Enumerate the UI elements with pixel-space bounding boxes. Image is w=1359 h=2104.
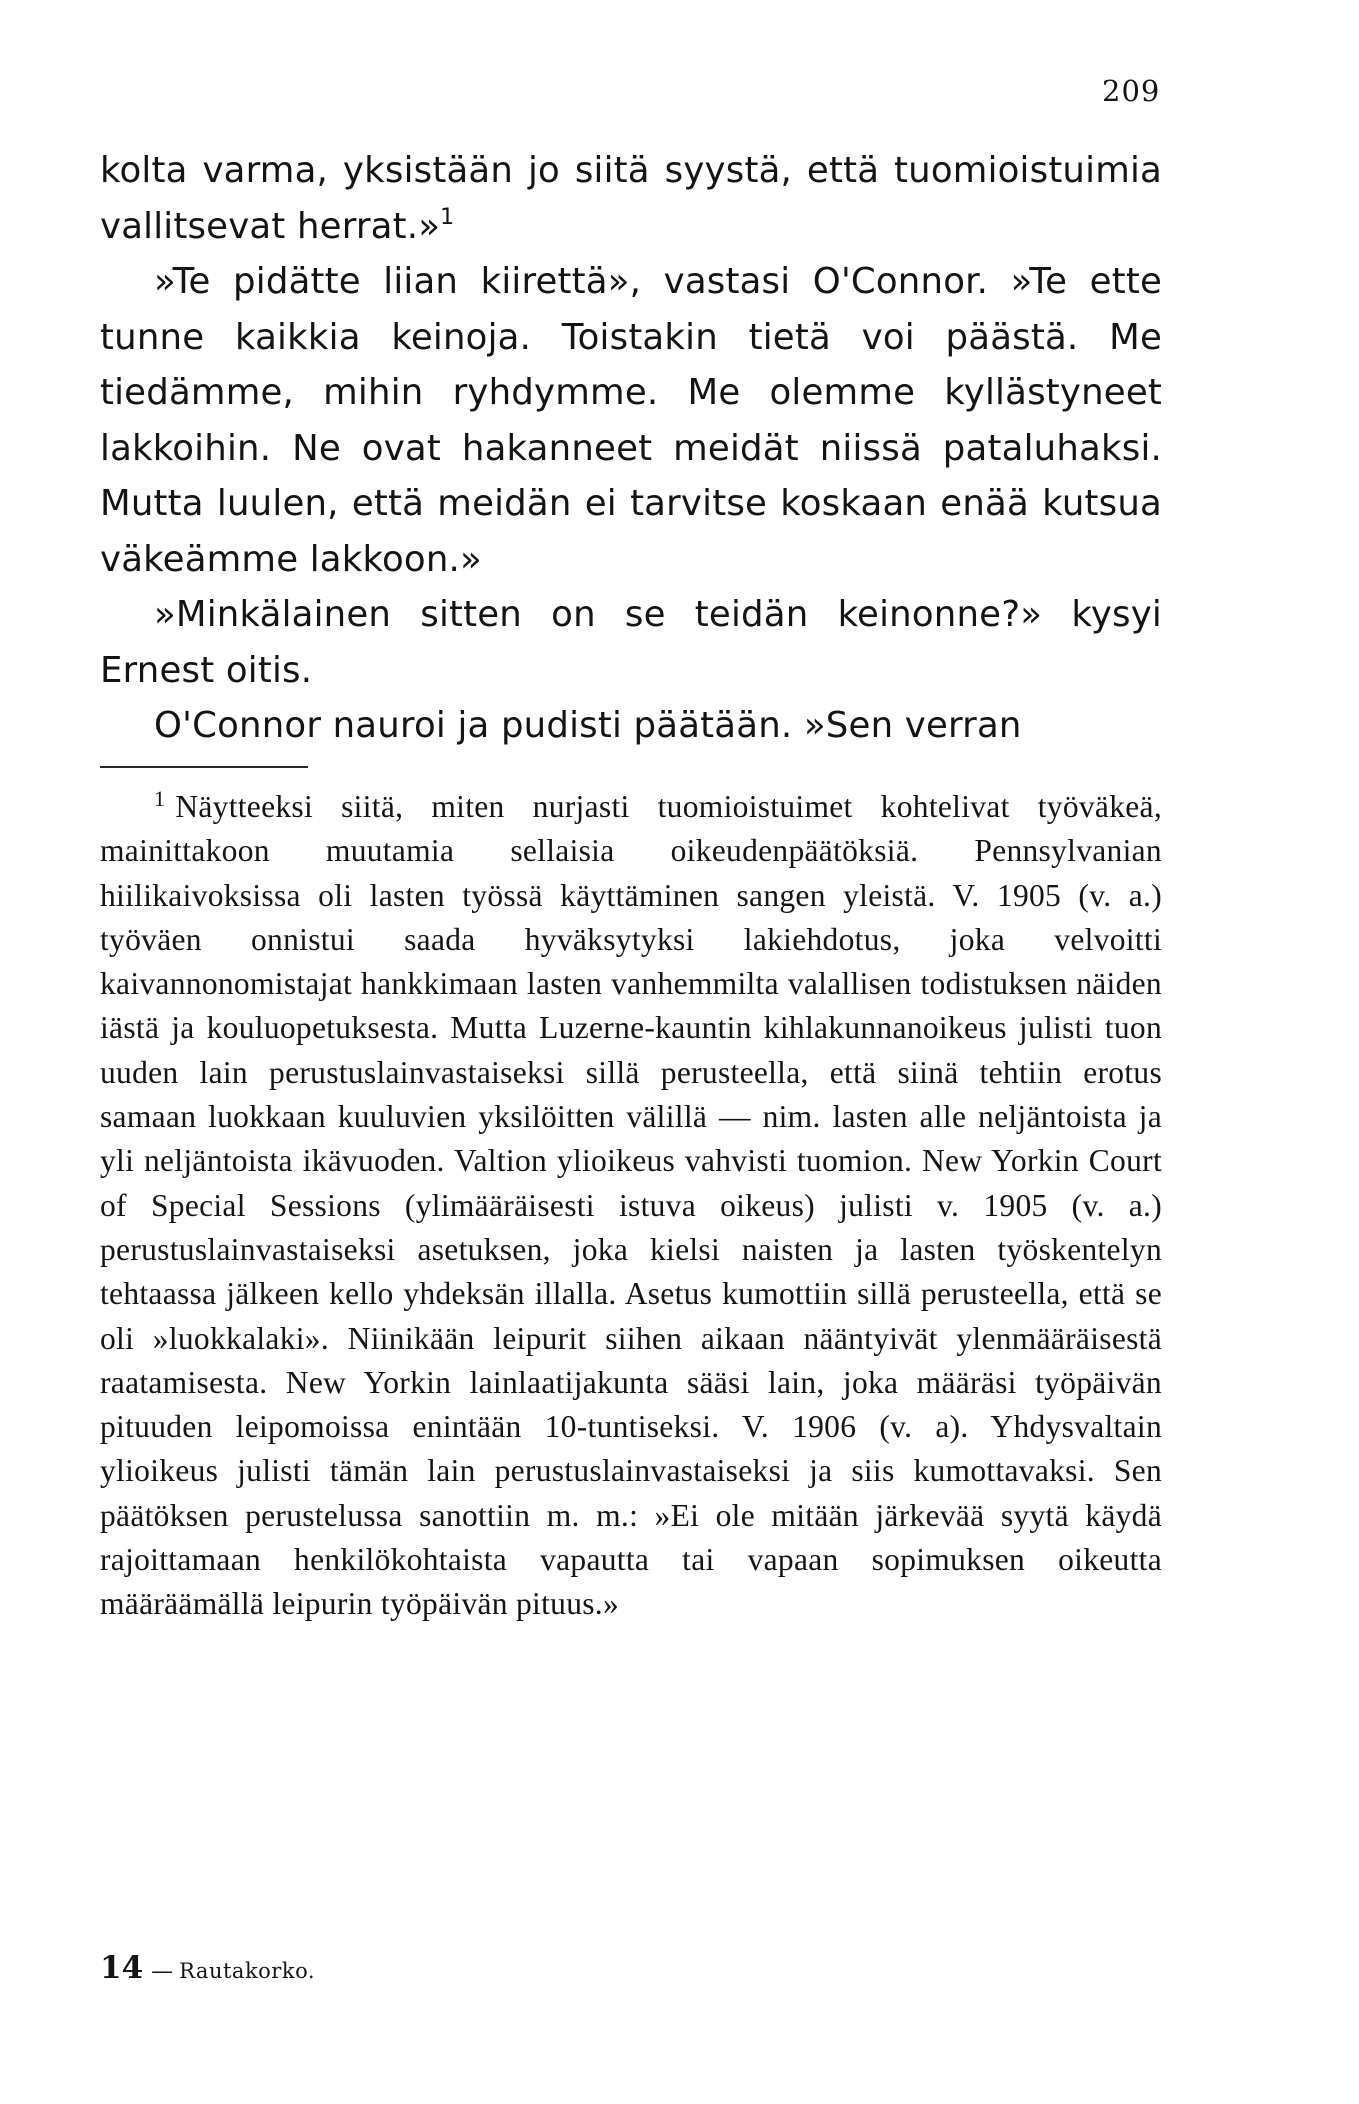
page-number: 209 [1102, 74, 1161, 108]
signature-dash: — [151, 1959, 174, 1984]
signature-number: 14 [100, 1950, 144, 1986]
paragraph-2: »Te pidätte liian kiirettä», vastasi O'Connor. »Te ette tunne kaikkia keinoja. Toistakin tietä voi päästä. Me tiedämme, mihin ryhdymme. Me olemme kyllästyneet lakkoihin. Ne ovat hakanneet meidät niissä pataluhaksi. Mutta luulen, että meidän ei tarvitse koskaan enää kutsua väkeämme lakkoon.» [100, 261, 1162, 580]
footnote-divider [100, 766, 308, 768]
footnote-text: Näytteeksi siitä, miten nurjasti tuomioistuimet kohtelivat työväkeä, mainittakoon muutamia sellaisia oikeudenpäätöksiä. Pennsylvanian hiilikaivoksissa oli lasten työssä käyttäminen sangen yleistä. V. 1905 (v. a.) työväen onnistui saada hyväksytyksi lakiehdotus, joka velvoitti kaivannonomistajat hankkimaan lasten vanhemmilta valallisen todistuksen näiden iästä ja kouluopetuksesta. Mutta Luzerne-kauntin kihlakunnanoikeus julisti tuon uuden lain perustuslainvastaiseksi sillä perusteella, että siinä tehtiin erotus samaan luokkaan kuuluvien yksilöitten välillä — nim. lasten alle neljäntoista ja yli neljäntoista ikävuoden. Valtion ylioikeus vahvisti tuomion. New Yorkin Court of Special Sessions (ylimääräisesti istuva oikeus) julisti v. 1905 (v. a.) perustuslainvastaiseksi asetuksen, joka kielsi naisten ja lasten työskentelyn tehtaassa jälkeen kello yhdeksän illalla. Asetus kumottiin sillä perusteella, että se oli »luokkalaki». Niinikään leipurit siihen aikaan nääntyivät ylenmääräisestä raatamisesta. New Yorkin lainlaatijakunta sääsi lain, joka määräsi työpäivän pituuden leipomoissa enintään 10-tuntiseksi. V. 1906 (v. a). Yhdysvaltain ylioikeus julisti tämän lain perustuslainvastaiseksi ja siis kumottavaksi. Sen päätöksen perustelussa sanottiin m. m.: »Ei ole mitään järkevää syytä käydä rajoittamaan henkilökohtaista vapautta tai vapaan sopimuksen oikeutta määräämällä leipurin työpäivän pituus.» [100, 789, 1162, 1622]
paragraph-3: »Minkälainen sitten on se teidän keinonne?» kysyi Ernest oitis. [100, 594, 1162, 691]
footnote-marker: 1 [154, 786, 166, 811]
paragraph-1-text: kolta varma, yksistään jo siitä syystä, että tuomioistuimia vallitsevat herrat.» [100, 150, 1162, 247]
main-text [100, 143, 1162, 754]
signature-title: Rautakorko. [179, 1959, 316, 1983]
footnote [100, 785, 1162, 1627]
paragraph-4: O'Connor nauroi ja pudisti päätään. »Sen verran [154, 705, 1022, 746]
printer-signature [100, 1950, 315, 1986]
paragraph-1 [100, 143, 1162, 254]
footnote-reference[interactable]: 1 [440, 204, 455, 230]
